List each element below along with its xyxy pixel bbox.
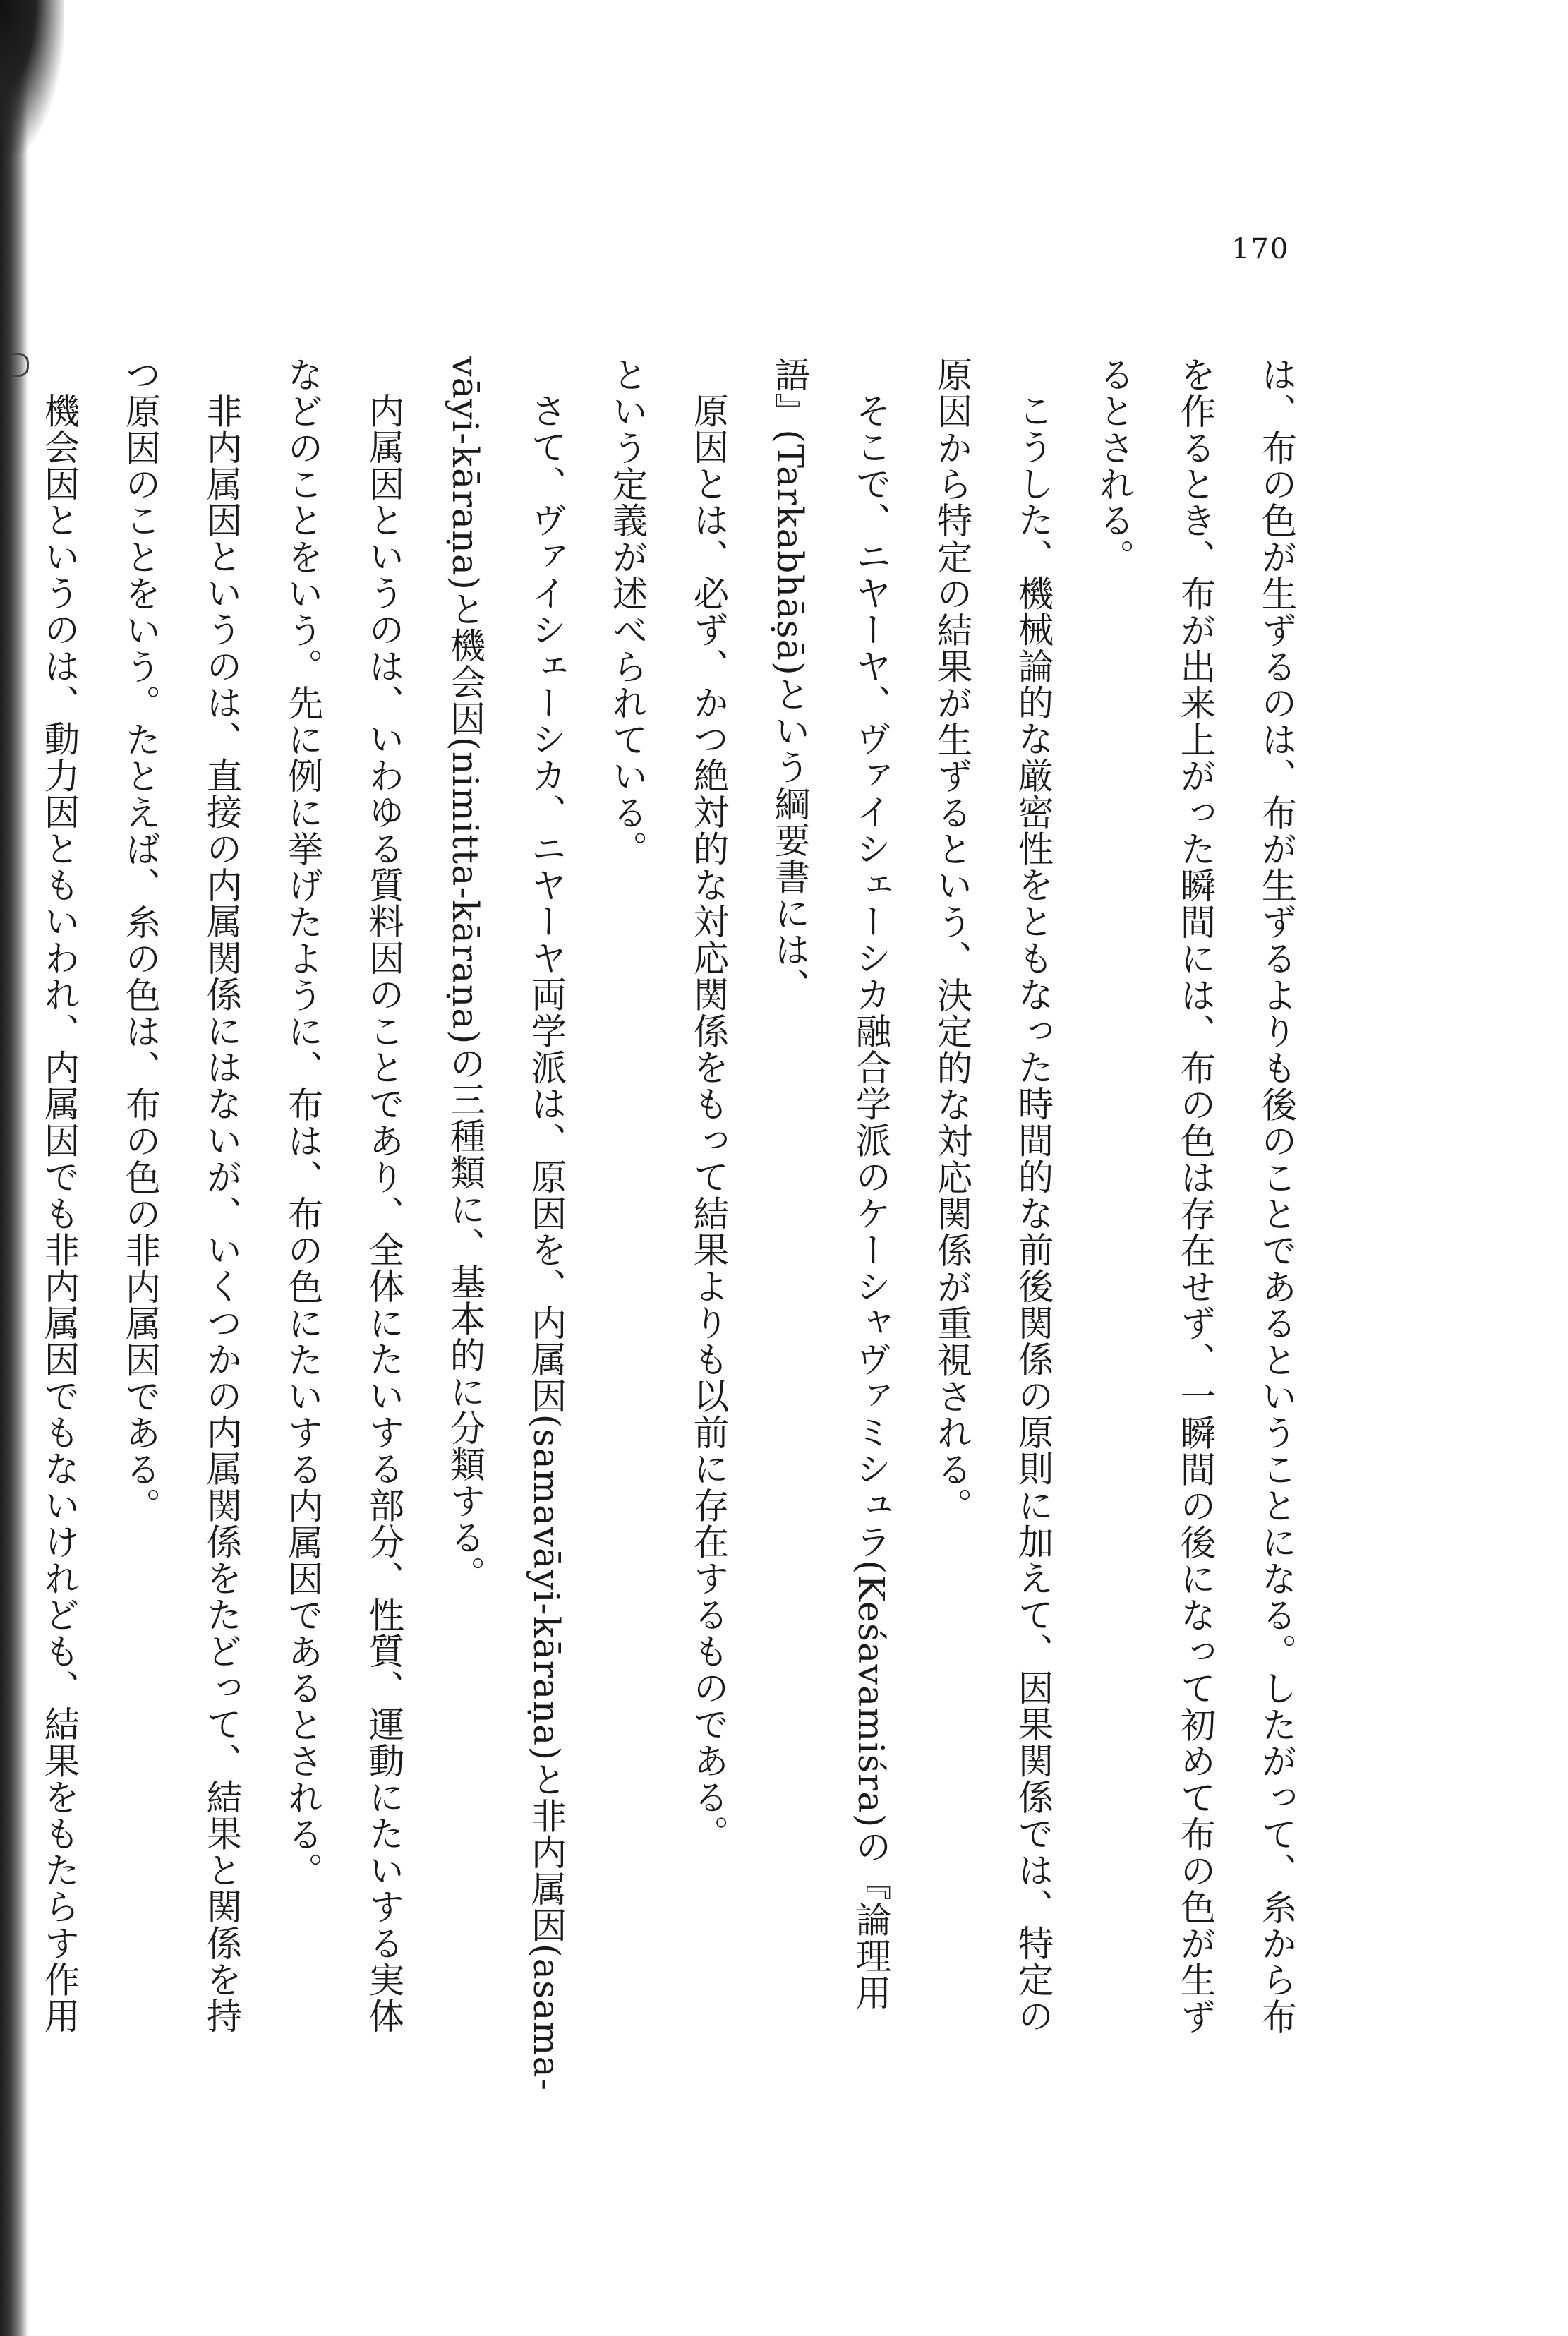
text-line: るとされる。 [1094,356,1135,576]
text-line: つ原因のことをいう。たとえば、糸の色は、布の色の非内属因である。 [120,356,162,1524]
page-number: 170 [1231,233,1290,265]
body-text [0,356,1317,2107]
text-line: 原因から特定の結果が生ずるという、決定的な対応関係が重視される。 [931,356,973,1524]
paragraph-start-line: 機会因というのは、動力因ともいわれ、内属因でも非内属因でもないけれども、結果をもたらす作用 [39,392,80,2035]
text-line: などのことをいう。先に例に挙げたように、布は、布の色にたいする内属因であるとされる。 [282,356,324,1889]
paragraph-start-line: そこで、ニヤーヤ、ヴァイシェーシカ融合学派のケーシャヴァミシュラ(Keśavamiśra)の『論理用 [850,392,892,2011]
text-line: という定義が述べられている。 [607,356,649,867]
paragraph-start-line: 内属因というのは、いわゆる質料因のことであり、全体にたいする部分、性質、運動にたいする実体 [363,392,405,2035]
text-line: vāyi-kāraṇa)と機会因(nimitta-kāraṇa)の三種類に、基本的に分類する。 [445,356,486,1593]
text-line: は、布の色が生ずるのは、布が生ずるよりも後のことであるということになる。したがって、糸から布 [1256,356,1298,2035]
text-line [0,356,19,2107]
quotation-line: 原因とは、必ず、かつ絶対的な対応関係をもって結果よりも以前に存在するものである。 [688,392,730,1852]
text-line: 語』(Tarkabhāṣā)という綱要書には、 [769,356,811,1005]
paragraph-start-line: さて、ヴァイシェーシカ、ニヤーヤ両学派は、原因を、内属因(samavāyi-kāraṇa)と非内属因(asama- [526,392,567,2092]
paragraph-start-line: 非内属因というのは、直接の内属関係にはないが、いくつかの内属関係をたどって、結果と関係を持 [201,392,243,2035]
paragraph-start-line: こうした、機械論的な厳密性をともなった時間的な前後関係の原則に加えて、因果関係では、特定の [1013,392,1054,2035]
scan-binding-curl [0,0,64,155]
text-line: を作るとき、布が出来上がった瞬間には、布の色は存在せず、一瞬間の後になって初めて布の色が生ず [1175,356,1217,2035]
